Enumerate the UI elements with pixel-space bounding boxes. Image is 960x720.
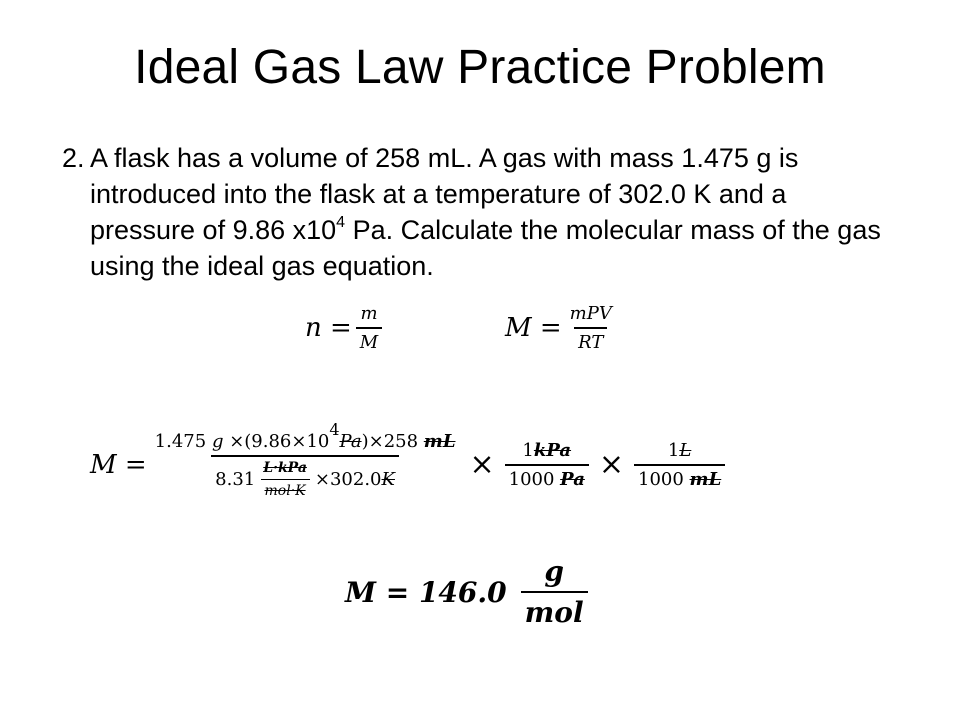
volume-unit: mL xyxy=(423,431,456,452)
conversion-kpa-den-unit: Pa xyxy=(560,468,585,490)
pressure-exponent: 4 xyxy=(329,420,340,439)
times-sign-2: × xyxy=(598,447,625,482)
calculation-lhs: M = xyxy=(90,449,147,480)
pressure-open: ×(9.86×10 xyxy=(223,431,330,452)
times-sign-1: × xyxy=(469,447,495,482)
conversion-ml-numerator xyxy=(664,440,695,464)
conversion-kpa-num-unit: kPa xyxy=(533,439,572,461)
gas-constant-unit-denominator xyxy=(261,479,310,499)
conversion-ml-fraction xyxy=(634,440,725,490)
calculation-main-numerator xyxy=(151,420,460,455)
gas-constant-unit-den-text: mol·K xyxy=(264,483,306,499)
formula-molar-mass-denominator: RT xyxy=(574,327,607,353)
formula-moles-fraction xyxy=(356,303,382,353)
formula-molar-mass-fraction xyxy=(566,303,616,353)
problem-number: 2. xyxy=(62,143,85,173)
gas-constant-unit-num-text: L·kPa xyxy=(263,460,307,476)
mass-unit: g xyxy=(211,431,224,452)
conversion-ml-den-value: 1000 xyxy=(638,468,690,490)
formula-moles-lhs: n = xyxy=(305,313,352,343)
conversion-ml-num-value: 1 xyxy=(667,439,680,461)
problem-text-part1: A flask has a volume of 258 mL. A gas with mass 1.475 g is introduced into the flask at a temperature of 302.0 K and a pressure of 9.86 x10 xyxy=(90,143,799,245)
problem-text-part2: Pa. Calculate the molecular mass of the gas using the ideal gas equation. xyxy=(90,215,881,281)
temperature-unit: K xyxy=(381,469,395,490)
formula-molar-mass-lhs: M = xyxy=(505,313,562,343)
slide-title: Ideal Gas Law Practice Problem xyxy=(134,41,826,94)
conversion-kpa-den-value: 1000 xyxy=(508,468,561,490)
formula-moles xyxy=(305,303,386,353)
temperature-part: ×302.0 xyxy=(314,469,382,490)
answer-unit-fraction xyxy=(521,555,588,629)
conversion-ml-num-unit: L xyxy=(679,439,692,461)
answer-unit-numerator: g xyxy=(544,555,564,588)
formula-moles-numerator: m xyxy=(360,303,378,324)
formula-moles-denominator: M xyxy=(356,327,382,353)
gas-constant-unit-fraction xyxy=(259,460,311,499)
conversion-kpa-numerator xyxy=(518,440,575,464)
answer-unit-denominator: mol xyxy=(521,591,588,629)
mass-value: 1.475 xyxy=(154,431,207,452)
calculation-main-denominator xyxy=(211,455,399,499)
gas-constant-value: 8.31 xyxy=(215,469,256,490)
conversion-kpa-fraction xyxy=(505,440,589,490)
problem-text xyxy=(90,140,892,284)
answer-lhs: M = 146.0 xyxy=(345,575,507,609)
volume-part: )×258 xyxy=(361,431,424,452)
conversion-kpa-num-value: 1 xyxy=(522,439,534,461)
calculation-equation xyxy=(90,420,729,499)
conversion-ml-den-unit: mL xyxy=(689,468,722,490)
conversion-kpa-denominator xyxy=(505,464,589,490)
conversion-ml-denominator xyxy=(634,464,725,490)
problem-exponent: 4 xyxy=(336,214,346,231)
formula-molar-mass xyxy=(505,303,620,353)
problem-statement xyxy=(62,140,892,284)
calculation-main-fraction xyxy=(151,420,460,499)
gas-constant-unit-numerator xyxy=(259,460,311,479)
final-answer xyxy=(345,555,592,629)
pressure-unit: Pa xyxy=(339,431,362,452)
formula-molar-mass-numerator: mPV xyxy=(569,303,612,324)
